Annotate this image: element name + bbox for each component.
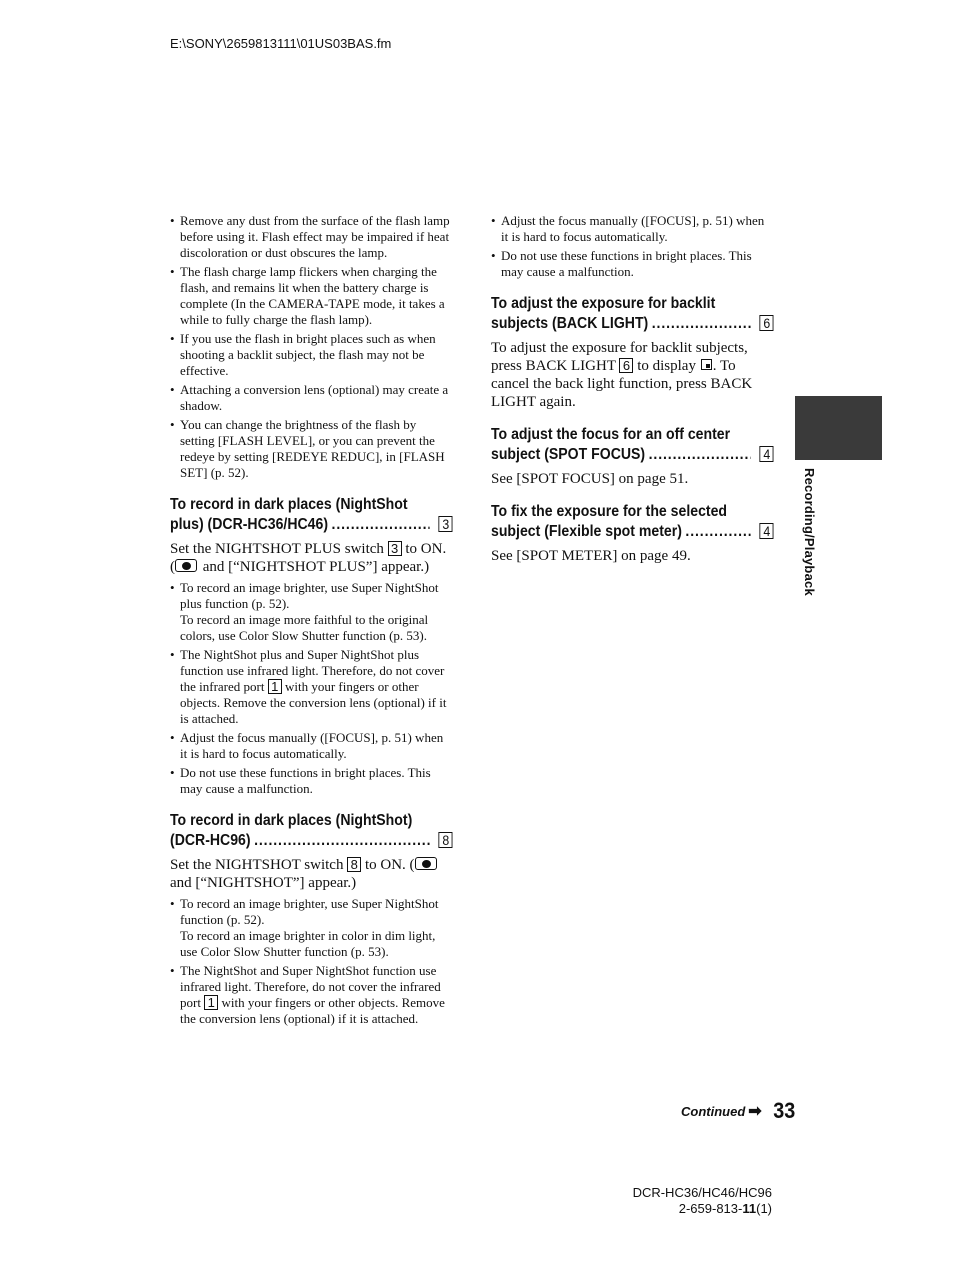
- nightshot-plus-body: [170, 540, 452, 576]
- nightshot-icon: [175, 559, 197, 572]
- body-text: to ON. (: [170, 541, 447, 575]
- spot-meter-body: See [SPOT METER] on page 49.: [491, 548, 691, 564]
- list-item: [170, 580, 452, 644]
- note-text: To record an image more faithful to the original colors, use Color Slow Shutter function (p. 53).: [180, 612, 429, 643]
- continued-footer: [681, 1098, 796, 1124]
- ref-number-box: 3: [439, 516, 453, 532]
- list-item: • Do not use these functions in bright places. This may cause a malfunction.: [491, 248, 773, 280]
- ref-number-box: 1: [204, 995, 218, 1010]
- note-text: with your fingers or other objects. Remove the conversion lens (optional) if it is attached.: [180, 995, 445, 1026]
- heading-line: subject (Flexible spot meter): [491, 523, 682, 540]
- model-footer: [633, 1185, 772, 1217]
- ref-number-box: 4: [760, 523, 774, 539]
- file-path: E:\SONY\2659813111\01US03BAS.fm: [170, 36, 392, 51]
- ref-number-box: 4: [760, 446, 774, 462]
- part-code-bold: 11: [742, 1201, 757, 1216]
- body-text: and [“NIGHTSHOT”] appear.): [170, 875, 357, 891]
- back-light-heading: [491, 294, 774, 334]
- body-text: Set the NIGHTSHOT PLUS switch: [170, 541, 384, 557]
- note-text: The NightShot and Super NightShot function use infrared light. Therefore, do not cover the infrared port: [180, 963, 441, 1010]
- note-text: To record an image brighter, use Super NightShot plus function (p. 52).: [180, 580, 439, 611]
- note-text: with your fingers or other objects. Remove the conversion lens (optional) if it is attached.: [180, 679, 447, 726]
- note-text: To record an image brighter in color in dim light, use Color Slow Shutter function (p. 53).: [180, 928, 436, 959]
- section-label: Recording/Playback: [802, 468, 817, 596]
- list-item: [170, 963, 452, 1027]
- heading-line: subjects (BACK LIGHT): [491, 315, 649, 332]
- spot-focus-heading: [491, 425, 774, 465]
- nightshot-plus-heading: [170, 495, 453, 535]
- back-light-icon: [701, 359, 712, 370]
- ref-number-box: 8: [347, 857, 361, 872]
- nightshot-notes: [170, 896, 452, 1027]
- body-text: Set the NIGHTSHOT switch: [170, 857, 344, 873]
- heading-line: To record in dark places (NightShot): [170, 812, 413, 829]
- spot-meter-heading: [491, 502, 774, 542]
- spot-focus-body: See [SPOT FOCUS] on page 51.: [491, 471, 689, 487]
- leader-dots: [649, 445, 751, 465]
- body-text: and [“NIGHTSHOT PLUS”] appear.): [202, 559, 430, 575]
- arrow-right-icon: ➡: [748, 1103, 762, 1120]
- ref-number-box: 3: [388, 541, 402, 556]
- nightshot-body: [170, 856, 452, 892]
- ref-number-box: 8: [439, 832, 453, 848]
- back-light-body: [491, 339, 773, 411]
- ref-number-box: 6: [760, 315, 774, 331]
- part-code: [633, 1201, 772, 1217]
- heading-line: (DCR-HC96): [170, 832, 251, 849]
- nightshot-heading: [170, 811, 453, 851]
- note-text: The NightShot plus and Super NightShot plus function use infrared light. Therefore, do not cover the infrared port: [180, 647, 445, 694]
- heading-line: To adjust the focus for an off center: [491, 426, 731, 443]
- heading-line: To adjust the exposure for backlit: [491, 295, 716, 312]
- leader-dots: [332, 515, 430, 535]
- heading-line: To fix the exposure for the selected: [491, 503, 728, 520]
- heading-line: subject (SPOT FOCUS): [491, 446, 646, 463]
- leader-dots: [254, 831, 430, 851]
- list-item: [170, 647, 452, 727]
- left-column: [170, 213, 452, 1030]
- heading-line: To record in dark places (NightShot: [170, 496, 408, 513]
- list-item: [170, 896, 452, 960]
- nightshot-plus-notes: [170, 580, 452, 797]
- part-code-prefix: 2-659-813-: [678, 1201, 743, 1216]
- body-text: To adjust the exposure for backlit subjects, press BACK LIGHT: [491, 340, 748, 374]
- focus-notes-list: [491, 213, 773, 280]
- flash-notes-list: [170, 213, 452, 481]
- nightshot-icon: [415, 857, 437, 870]
- heading-line: plus) (DCR-HC36/HC46): [170, 516, 329, 533]
- section-tab: [795, 396, 882, 460]
- list-item: • You can change the brightness of the flash by setting [FLASH LEVEL], or you can prevent the redeye by setting [REDEYE REDUC], in [FLASH SET] (p. 52).: [170, 417, 452, 481]
- list-item: • Attaching a conversion lens (optional) may create a shadow.: [170, 382, 452, 414]
- ref-number-box: 1: [268, 679, 282, 694]
- body-text: . To cancel the back light function, press BACK LIGHT again.: [491, 358, 753, 410]
- list-item: • Adjust the focus manually ([FOCUS], p. 51) when it is hard to focus automatically.: [491, 213, 773, 245]
- body-text: to display: [637, 358, 696, 374]
- page-number: 33: [772, 1098, 795, 1123]
- ref-number-box: 6: [619, 358, 633, 373]
- list-item: • Adjust the focus manually ([FOCUS], p. 51) when it is hard to focus automatically.: [170, 730, 452, 762]
- leader-dots: [652, 314, 751, 334]
- list-item: • If you use the flash in bright places such as when shooting a backlit subject, the flash may not be effective.: [170, 331, 452, 379]
- list-item: • Remove any dust from the surface of the flash lamp before using it. Flash effect may be impaired if heat discoloration or dust obscures the lamp.: [170, 213, 452, 261]
- right-column: [491, 213, 773, 569]
- list-item: • The flash charge lamp flickers when charging the flash, and remains lit when the battery charge is complete (In the CAMERA-TAPE mode, it takes a while to fully charge the flash lamp).: [170, 264, 452, 328]
- part-code-suffix: (1): [756, 1201, 772, 1216]
- model-name: DCR-HC36/HC46/HC96: [632, 1185, 772, 1200]
- leader-dots: [685, 522, 751, 542]
- list-item: • Do not use these functions in bright places. This may cause a malfunction.: [170, 765, 452, 797]
- note-text: To record an image brighter, use Super NightShot function (p. 52).: [180, 896, 439, 927]
- continued-label: Continued: [681, 1103, 746, 1119]
- body-text: to ON. (: [364, 857, 415, 873]
